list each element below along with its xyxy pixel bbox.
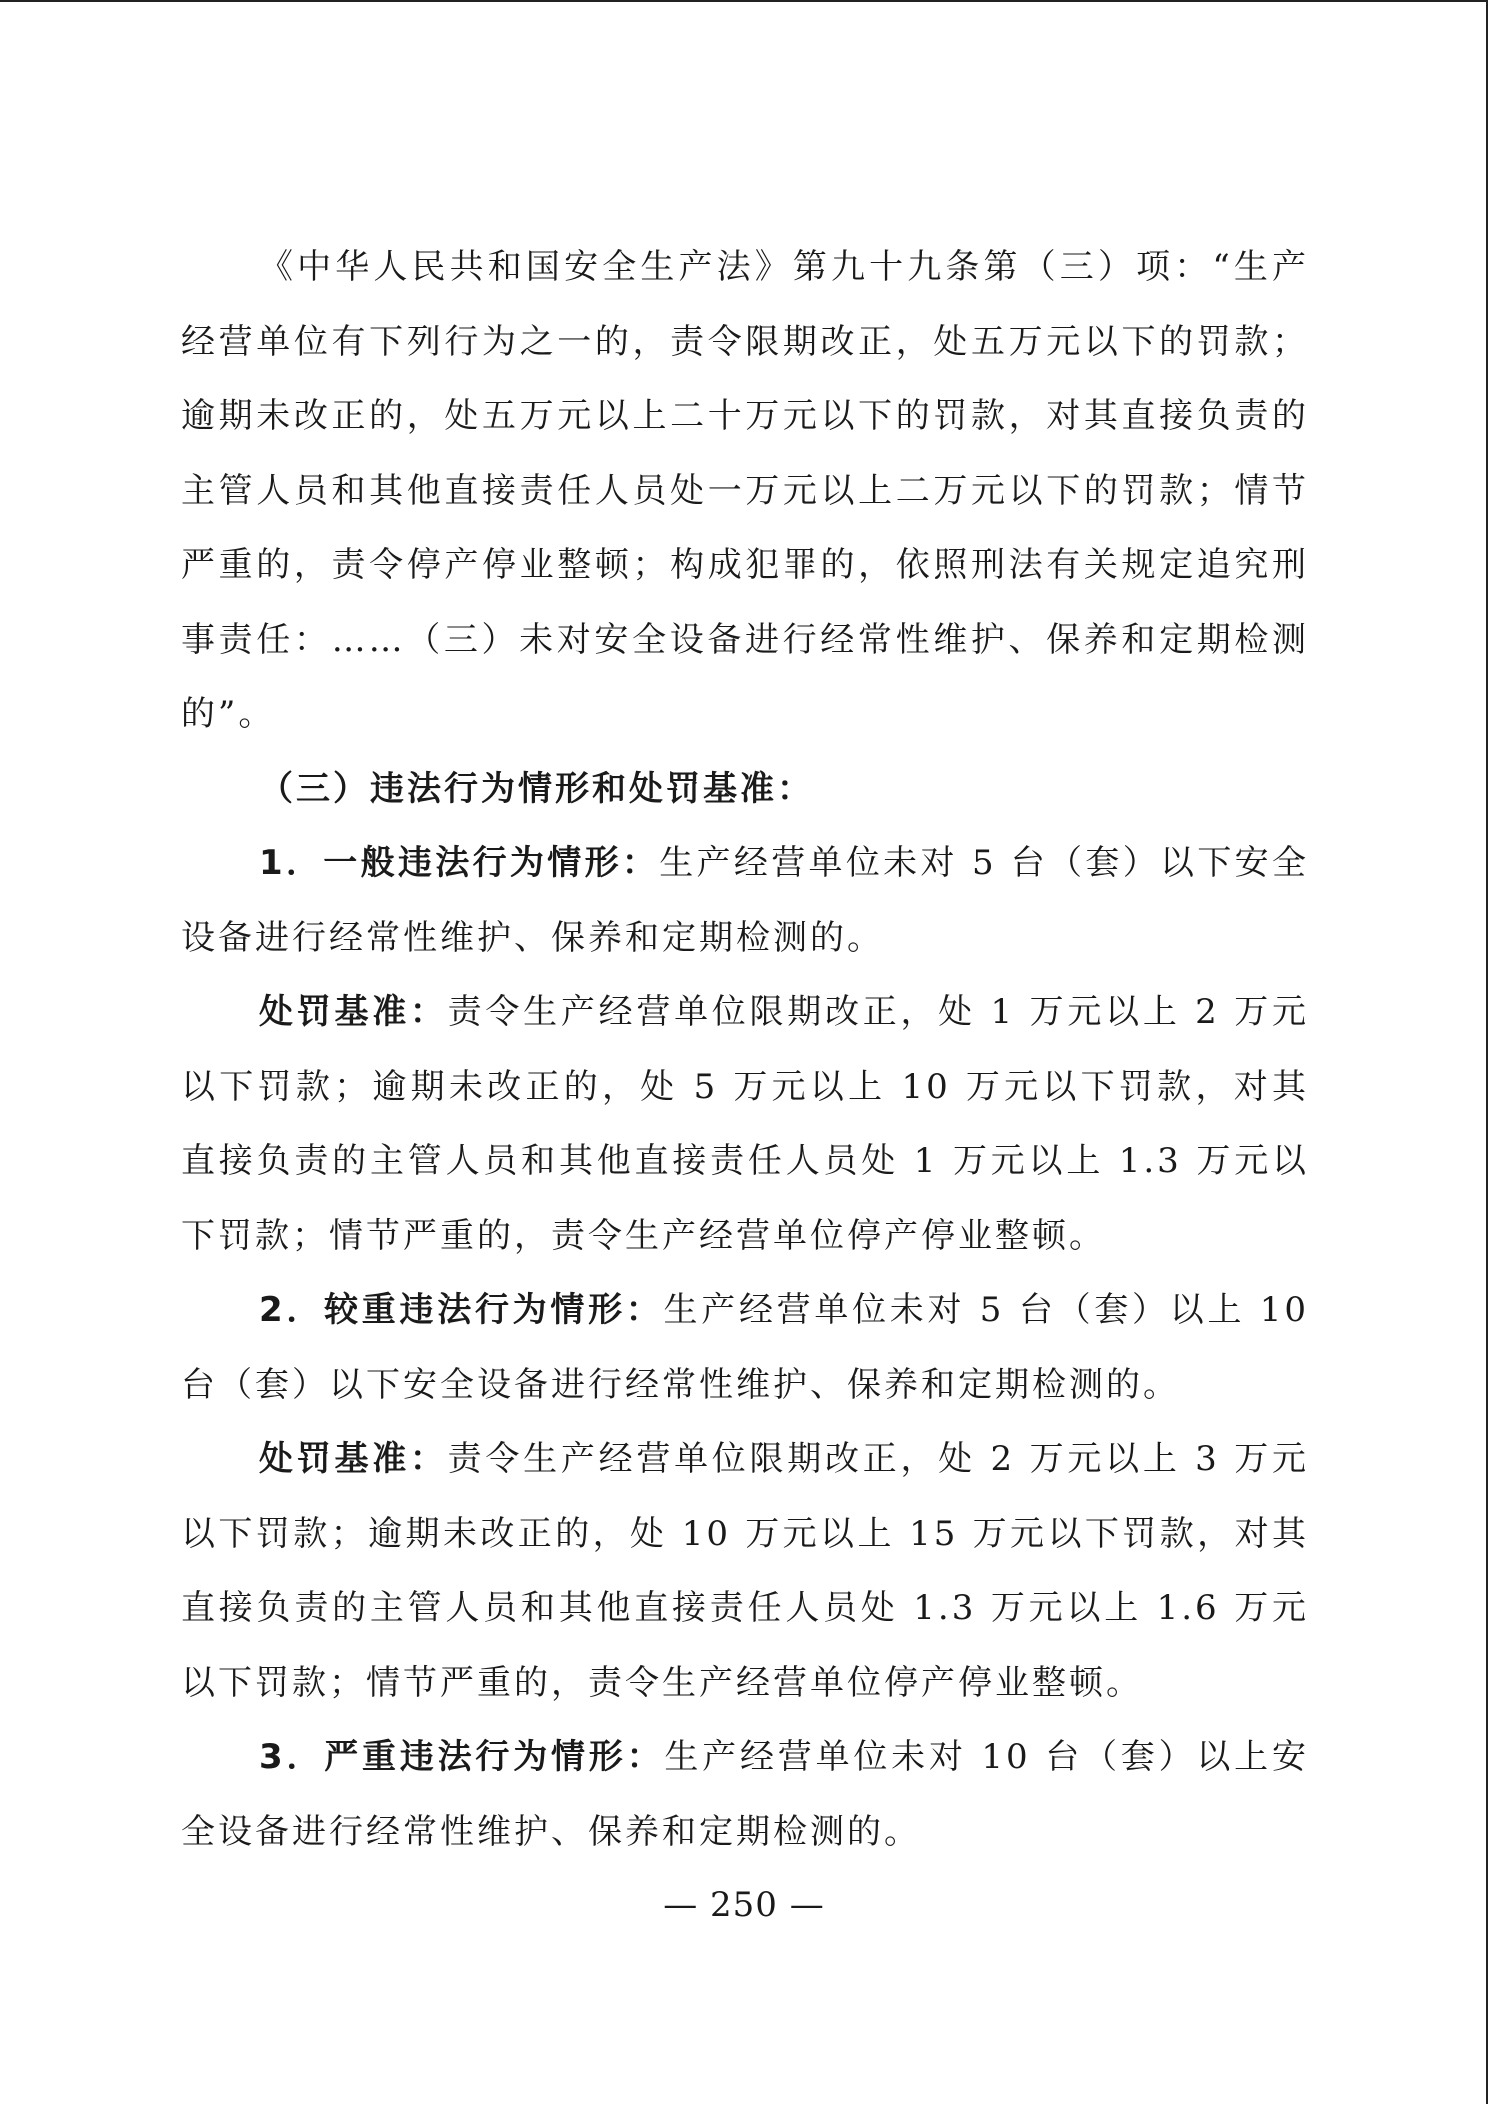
case-1-paragraph — [181, 826, 1309, 975]
document-body — [181, 230, 1309, 1869]
case-3-paragraph — [181, 1720, 1309, 1869]
penalty-2-paragraph — [181, 1422, 1309, 1720]
penalty-1-paragraph — [181, 975, 1309, 1273]
case-3-text: 生产经营单位未对 10 台（套）以上安全设备进行经常性维护、保养和定期检测的。 — [181, 1737, 1309, 1852]
case-2-lead: 2．较重违法行为情形： — [259, 1290, 664, 1330]
section-heading: （三）违法行为情形和处罚基准： — [259, 768, 814, 809]
case-3-lead: 3．严重违法行为情形： — [259, 1737, 665, 1777]
case-2-paragraph — [181, 1273, 1309, 1422]
page-number: — 250 — — [663, 1885, 825, 1925]
case-1-lead: 1．一般违法行为情形： — [259, 843, 660, 883]
penalty-2-lead: 处罚基准： — [259, 1439, 448, 1479]
penalty-1-text: 责令生产经营单位限期改正，处 1 万元以上 2 万元以下罚款；逾期未改正的，处 5 万元以上 10 万元以下罚款，对其直接负责的主管人员和其他直接责任人员处 1 万元以上 1.3 万元以下罚款；情节严重的，责令生产经营单位停产停业整顿。 — [181, 992, 1310, 1256]
case-1-text: 生产经营单位未对 5 台（套）以下安全设备进行经常性维护、保养和定期检测的。 — [181, 843, 1309, 958]
law-quote-paragraph: 《中华人民共和国安全生产法》第九十九条第（三）项：“生产经营单位有下列行为之一的，责令限期改正，处五万元以下的罚款；逾期未改正的，处五万元以上二十万元以下的罚款，对其直接负责的主管人员和其他直接责任人员处一万元以上二万元以下的罚款；情节严重的，责令停产停业整顿；构成犯罪的，依照刑法有关规定追究刑事责任：……（三）未对安全设备进行经常性维护、保养和定期检测的”。 — [181, 247, 1309, 734]
penalty-2-text: 责令生产经营单位限期改正，处 2 万元以上 3 万元以下罚款；逾期未改正的，处 10 万元以上 15 万元以下罚款，对其直接负责的主管人员和其他直接责任人员处 1.3 万元以上 1.6 万元以下罚款；情节严重的，责令生产经营单位停产停业整顿。 — [181, 1439, 1310, 1703]
penalty-1-lead: 处罚基准： — [259, 992, 448, 1032]
case-2-text: 生产经营单位未对 5 台（套）以上 10 台（套）以下安全设备进行经常性维护、保养和定期检测的。 — [181, 1290, 1309, 1405]
